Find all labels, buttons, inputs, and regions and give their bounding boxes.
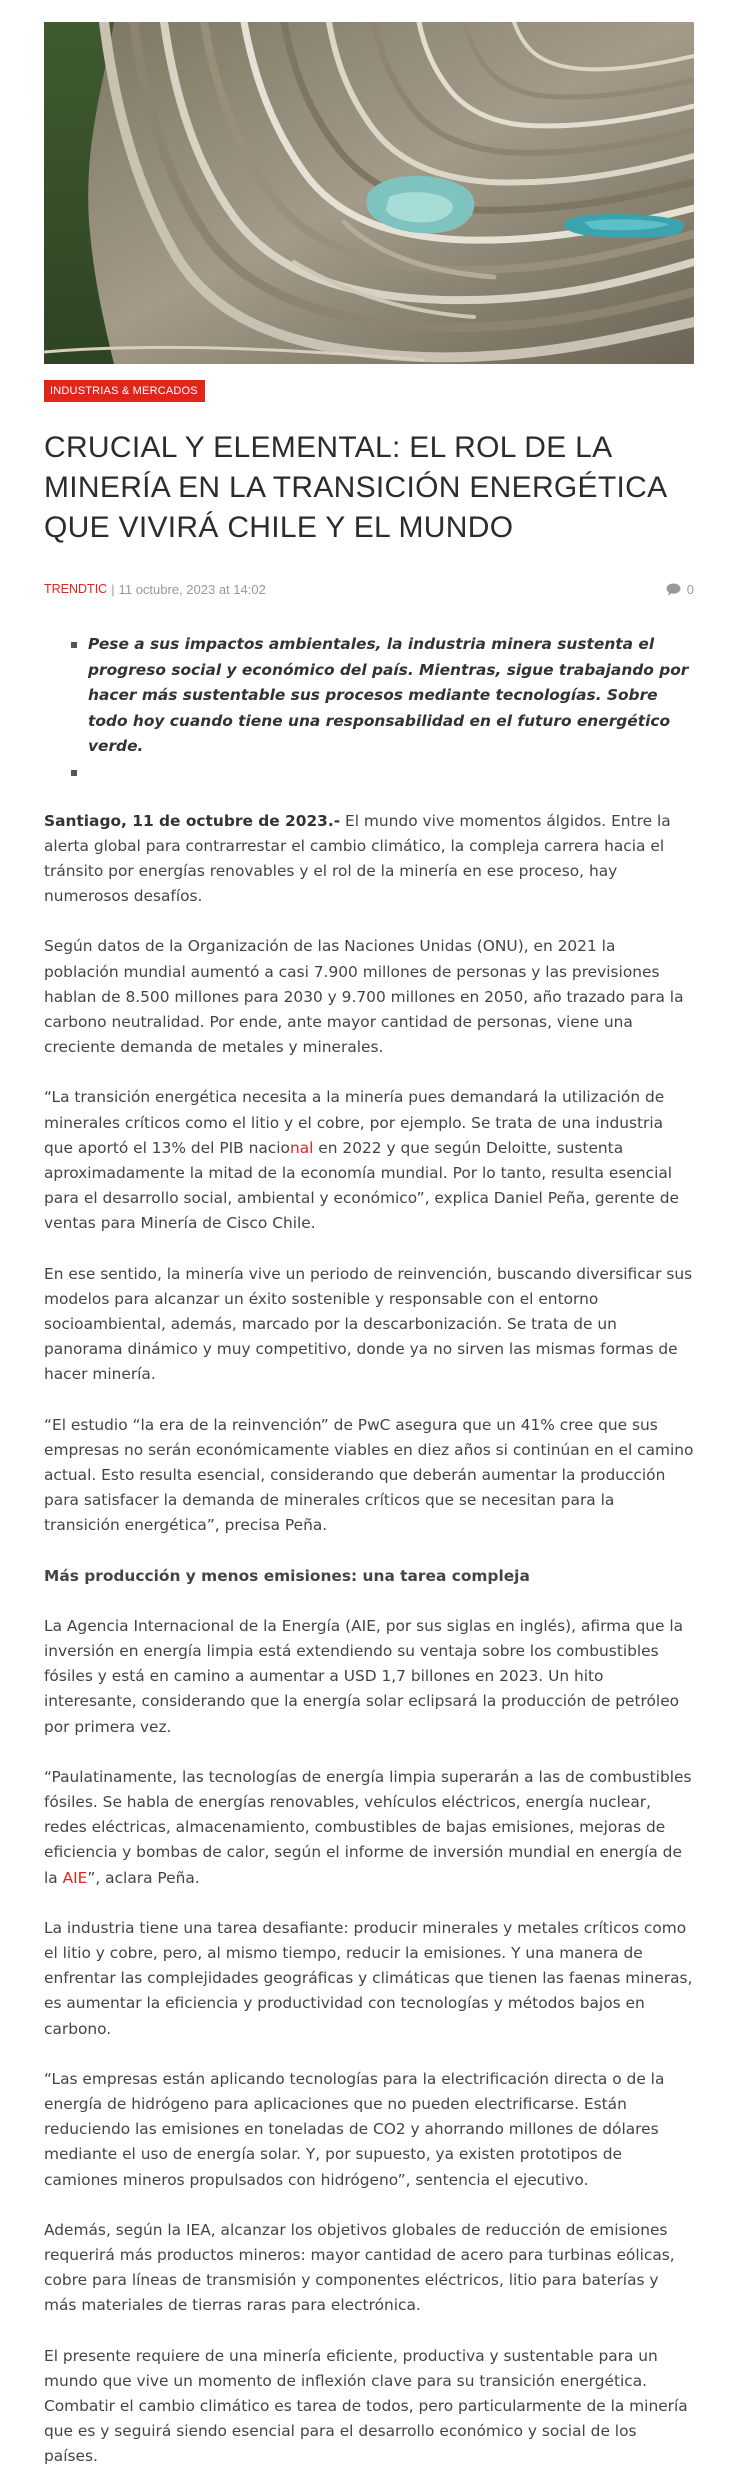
- paragraph: “La transición energética necesita a la minería pues demandará la utilización de minerales críticos como el litio y el cobre, por ejemplo. Se trata de una industria que aportó el 13% del PIB nacional en 2022 y que según Deloitte, sustenta aproximadamente la mitad de la economía mundial. Por lo tanto, resulta esencial para el desarrollo social, ambiental y económico”, explica Daniel Peña, gerente de ventas para Minería de Cisco Chile.: [44, 1088, 679, 1233]
- comments-link[interactable]: [666, 582, 694, 597]
- comments-count: 0: [686, 581, 694, 597]
- inline-link[interactable]: nal: [289, 1138, 314, 1157]
- author-link[interactable]: TRENDTIC: [44, 582, 108, 596]
- aie-link[interactable]: AIE: [62, 1868, 88, 1887]
- comment-icon: [666, 583, 681, 596]
- summary-item-empty: [88, 760, 694, 785]
- dateline: Santiago, 11 de octubre de 2023.-: [44, 811, 341, 830]
- paragraph: Según datos de la Organización de las Naciones Unidas (ONU), en 2021 la población mundial aumentó a casi 7.900 millones de personas y las previsiones hablan de 8.500 millones para 2030 y 9.700 millones en 2050, año trazado para la carbono neutralidad. Por ende, ante mayor cantidad de personas, viene una creciente demanda de metales y minerales.: [44, 937, 684, 1057]
- paragraph: Santiago, 11 de octubre de 2023.- El mundo vive momentos álgidos. Entre la alerta global para contrarrestar el cambio climático, la compleja carrera hacia el tránsito por energías renovables y el rol de la minería en ese proceso, hay numerosos desafíos.: [44, 811, 671, 906]
- paragraph: En ese sentido, la minería vive un periodo de reinvención, buscando diversificar sus modelos para alcanzar un éxito sostenible y responsable con el entorno socioambiental, además, marcado por la descarbonización. Se trata de un panorama dinámico y muy competitivo, donde ya no sirven las mismas formas de hacer minería.: [44, 1264, 693, 1384]
- article-meta: [44, 577, 694, 601]
- paragraph: La industria tiene una tarea desafiante: producir minerales y metales críticos como el litio y cobre, pero, al mismo tiempo, reducir la emisiones. Y una manera de enfrentar las complejidades geográficas y climáticas que tienen las faenas mineras, es aumentar la eficiencia y productividad con tecnologías y métodos bajos en carbono.: [44, 1918, 693, 2038]
- section-subheading: Más producción y menos emisiones: una tarea compleja: [44, 1566, 530, 1585]
- publish-date: 11 octubre, 2023 at 14:02: [118, 581, 266, 597]
- hero-image: [44, 22, 694, 364]
- paragraph: La Agencia Internacional de la Energía (AIE, por sus siglas en inglés), afirma que la inversión en energía limpia está extendiendo su ventaja sobre los combustibles fósiles y está en camino a aumentar a USD 1,7 billones en 2023. Un hito interesante, considerando que la energía solar eclipsará la producción de petróleo por primera vez.: [44, 1616, 684, 1736]
- summary-list: [44, 632, 694, 785]
- paragraph: “El estudio “la era de la reinvención” de PwC asegura que un 41% cree que sus empresas no serán económicamente viables en diez años si continúan en el camino actual. Esto resulta esencial, considerando que deberán aumentar la producción para satisfacer la demanda de minerales críticos que se necesitan para la transición energética”, precisa Peña.: [44, 1415, 694, 1535]
- paragraph: “Las empresas están aplicando tecnologías para la electrificación directa o de la energía de hidrógeno para aplicaciones que no pueden electrificarse. Están reduciendo las emisiones en toneladas de CO2 y ahorrando millones de dólares mediante el uso de energía solar. Y, por supuesto, ya existen prototipos de camiones mineros propulsados con hidrógeno”, sentencia el ejecutivo.: [44, 2069, 665, 2189]
- article-container: [44, 0, 694, 2470]
- summary-item: Pese a sus impactos ambientales, la industria minera sustenta el progreso social y económico del país. Mientras, sigue trabajando por hacer más sustentable sus procesos mediante tecnologías. Sobre todo hoy cuando tiene una responsabilidad en el futuro energético verde.: [88, 632, 694, 760]
- article-body: [44, 809, 694, 2470]
- category-badge[interactable]: INDUSTRIAS & MERCADOS: [44, 380, 205, 402]
- paragraph: Además, según la IEA, alcanzar los objetivos globales de reducción de emisiones requerirá más productos mineros: mayor cantidad de acero para turbinas eólicas, cobre para líneas de transmisión y componentes eléctricos, litio para baterías y más materiales de tierras raras para electrónica.: [44, 2220, 675, 2315]
- paragraph: “Paulatinamente, las tecnologías de energía limpia superarán a las de combustibles fósiles. Se habla de energías renovables, vehículos eléctricos, energía nuclear, redes eléctricas, almacenamiento, combustibles de bajas emisiones, mejoras de eficiencia y bombas de calor, según el informe de inversión mundial en energía de la AIE”, aclara Peña.: [44, 1767, 692, 1887]
- article-title: CRUCIAL Y ELEMENTAL: EL ROL DE LA MINERÍA EN LA TRANSICIÓN ENERGÉTICA QUE VIVIRÁ CHILE Y EL MUNDO: [44, 431, 666, 544]
- paragraph: El presente requiere de una minería eficiente, productiva y sustentable para un mundo que vive un momento de inflexión clave para su transición energética. Combatir el cambio climático es tarea de todos, pero particularmente de la minería que es y seguirá siendo esencial para el desarrollo económico y social de los países.: [44, 2346, 688, 2466]
- meta-separator: |: [111, 581, 115, 597]
